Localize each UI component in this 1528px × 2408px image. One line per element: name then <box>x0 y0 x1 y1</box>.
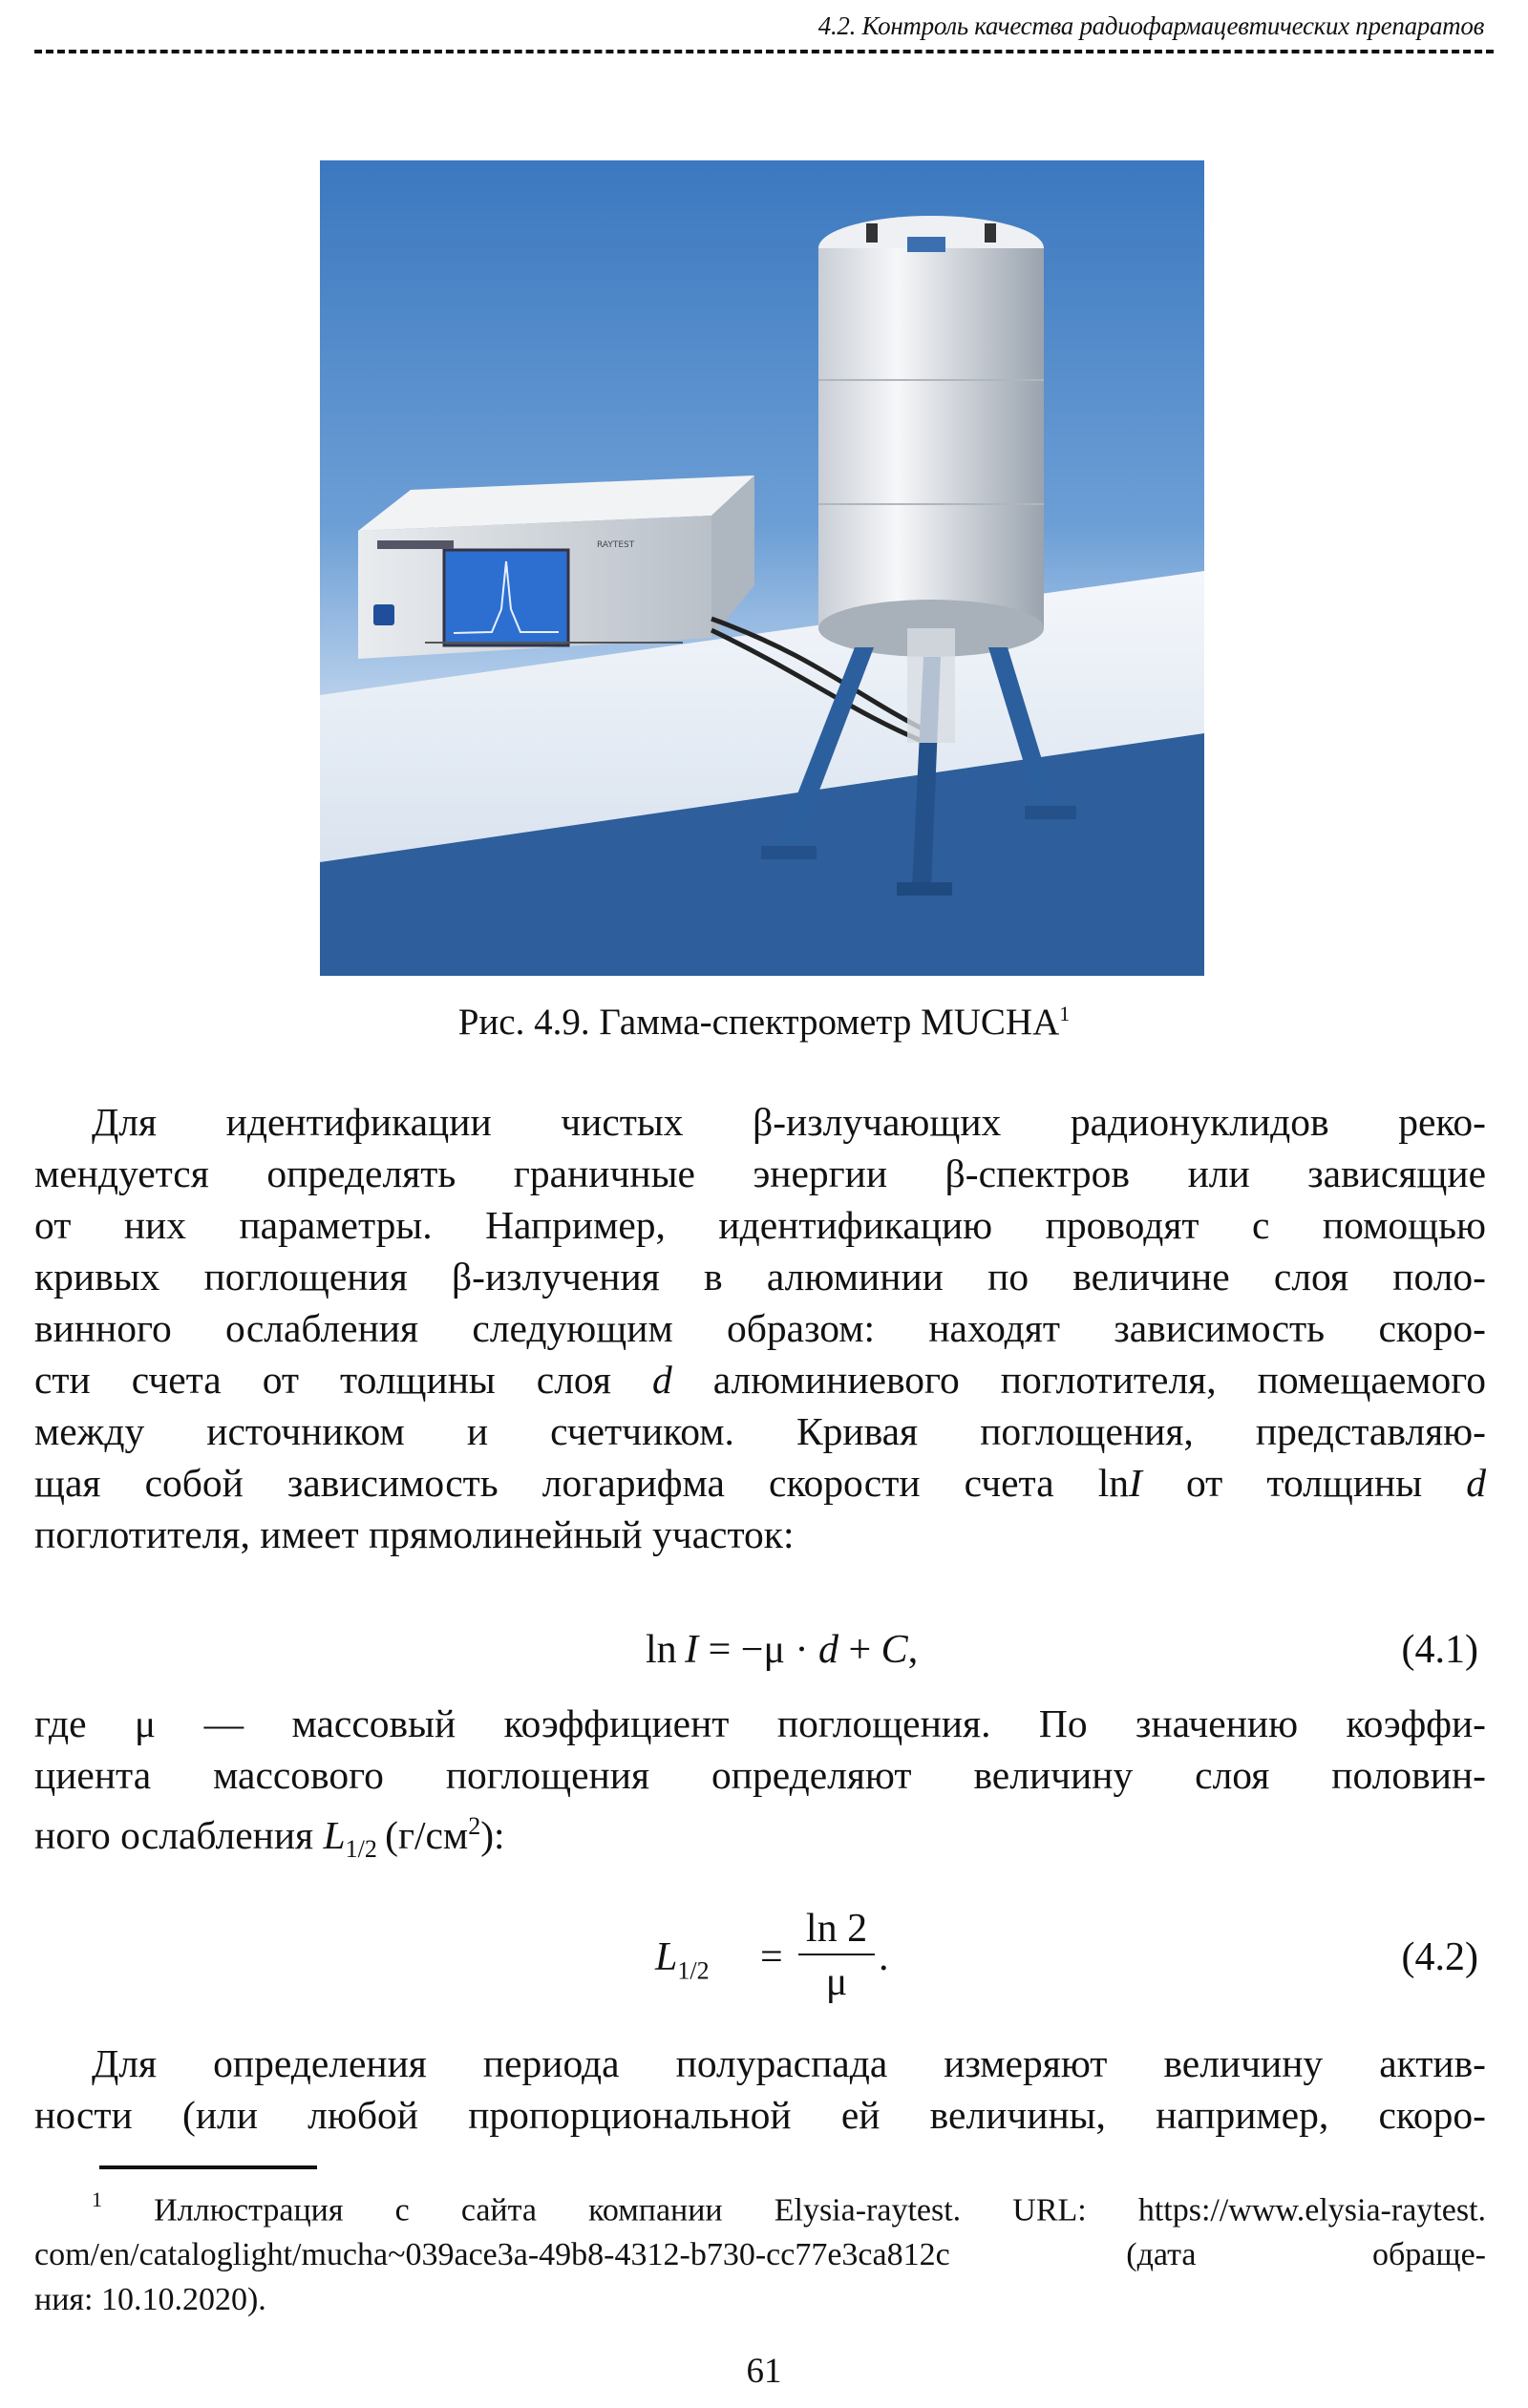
equation-lhs: $L_{1/2}$ <box>655 1935 710 1985</box>
equation-body: ln I = −μ · d + C, <box>646 1628 919 1672</box>
text-line <box>34 1354 1486 1405</box>
equation-4-1 <box>34 1627 1486 1679</box>
footnote <box>34 2179 1486 2322</box>
figure-photo <box>320 160 1204 976</box>
equation-number: (4.2) <box>1401 1935 1478 1979</box>
text: ного ослабления <box>34 1812 314 1857</box>
denominator: μ <box>825 1960 848 2004</box>
figure-caption-text: Рис. 4.9. Гамма-спектрометр MUCHA <box>457 1002 1060 1043</box>
lid-port <box>907 237 945 252</box>
text-line <box>34 1199 1486 1251</box>
text-line <box>34 1801 1486 1875</box>
variable-d: d <box>1466 1461 1486 1505</box>
text: циента массового поглощения определяют величину слоя половин- <box>34 1753 1486 1797</box>
text-line <box>34 1749 1486 1801</box>
text-line <box>34 2089 1486 2141</box>
text-line <box>34 1698 1486 1749</box>
control-unit <box>358 475 754 659</box>
footnote-line <box>34 2179 1486 2232</box>
variable-L: L <box>323 1812 346 1857</box>
gamma-spectrometer-illustration <box>320 160 1204 976</box>
power-button <box>373 604 394 625</box>
text-line <box>34 1302 1486 1354</box>
fraction <box>798 1906 875 2005</box>
running-head-rule <box>34 50 1494 53</box>
equation-period: . <box>879 1935 889 1979</box>
paragraph-2 <box>34 1698 1486 1875</box>
footnote-mark: 1 <box>92 2187 102 2211</box>
text-line <box>34 1096 1486 1148</box>
text: щая собой зависимость логарифма скорости счета ln <box>34 1461 1129 1505</box>
footnote-text: ния: 10.10.2020). <box>34 2282 266 2318</box>
superscript: 2 <box>468 1812 481 1840</box>
paragraph-3 <box>34 2038 1486 2141</box>
text-line <box>34 2038 1486 2089</box>
footnote-text: Иллюстрация с сайта компании Elysia-raytest. URL: https://www.elysia-raytest. <box>154 2192 1487 2228</box>
text: сти счета от толщины слоя <box>34 1358 611 1402</box>
detector <box>907 628 955 743</box>
footnote-line <box>34 2232 1486 2277</box>
equation-4-2 <box>34 1906 1486 2011</box>
text-line <box>34 1457 1486 1509</box>
text: от них параметры. Например, идентификацию проводят с помощью <box>34 1203 1486 1247</box>
text: Для определения периода полураспада измеряют величину актив- <box>92 2041 1486 2085</box>
equals-sign: = <box>760 1935 783 1979</box>
text: поглотителя, имеет прямолинейный участок: <box>34 1512 795 1556</box>
subscript: 1/2 <box>345 1835 377 1864</box>
device-label-strip <box>377 540 454 549</box>
text: ): <box>480 1812 505 1857</box>
text: (г/см <box>385 1812 469 1857</box>
footnote-text: com/en/cataloglight/mucha~039ace3a-49b8-4312-b730-cc77e3ca812c (дата обраще- <box>34 2237 1486 2273</box>
text: винного ослабления следующим образом: находят зависимость скоро- <box>34 1306 1486 1350</box>
text: мендуется определять граничные энергии β-спектров или зависящие <box>34 1151 1486 1195</box>
variable-d: d <box>651 1358 672 1402</box>
footnote-ref: 1 <box>1059 1002 1071 1025</box>
text: алюминиевого поглотителя, помещаемого <box>712 1358 1487 1402</box>
text: где μ — массовый коэффициент поглощения. По значению коэффи- <box>34 1701 1486 1745</box>
paragraph-1 <box>34 1096 1486 1560</box>
text-line <box>34 1509 1486 1560</box>
footnote-rule <box>99 2165 317 2169</box>
text: между источником и счетчиком. Кривая поглощения, представляю- <box>34 1409 1486 1453</box>
footnote-line <box>34 2277 1486 2322</box>
text: от толщины <box>1185 1461 1423 1505</box>
numerator: ln 2 <box>798 1906 875 1955</box>
page-number: 61 <box>746 2352 782 2391</box>
equation-number: (4.1) <box>1401 1628 1478 1672</box>
device-brand: RAYTEST <box>597 540 635 550</box>
text: ности (или любой пропорциональной ей величины, например, скоро- <box>34 2093 1486 2137</box>
text-line <box>34 1148 1486 1199</box>
running-head-title: 4.2. Контроль качества радиофармацевтических препаратов <box>817 11 1484 40</box>
text-line <box>34 1251 1486 1302</box>
running-head <box>34 11 1494 59</box>
variable-I: I <box>1129 1461 1142 1505</box>
figure-caption <box>0 1001 1528 1044</box>
text: Для идентификации чистых β-излучающих радионуклидов реко- <box>92 1100 1486 1144</box>
text: кривых поглощения β-излучения в алюминии по величине слоя поло- <box>34 1255 1486 1299</box>
text-line <box>34 1405 1486 1457</box>
